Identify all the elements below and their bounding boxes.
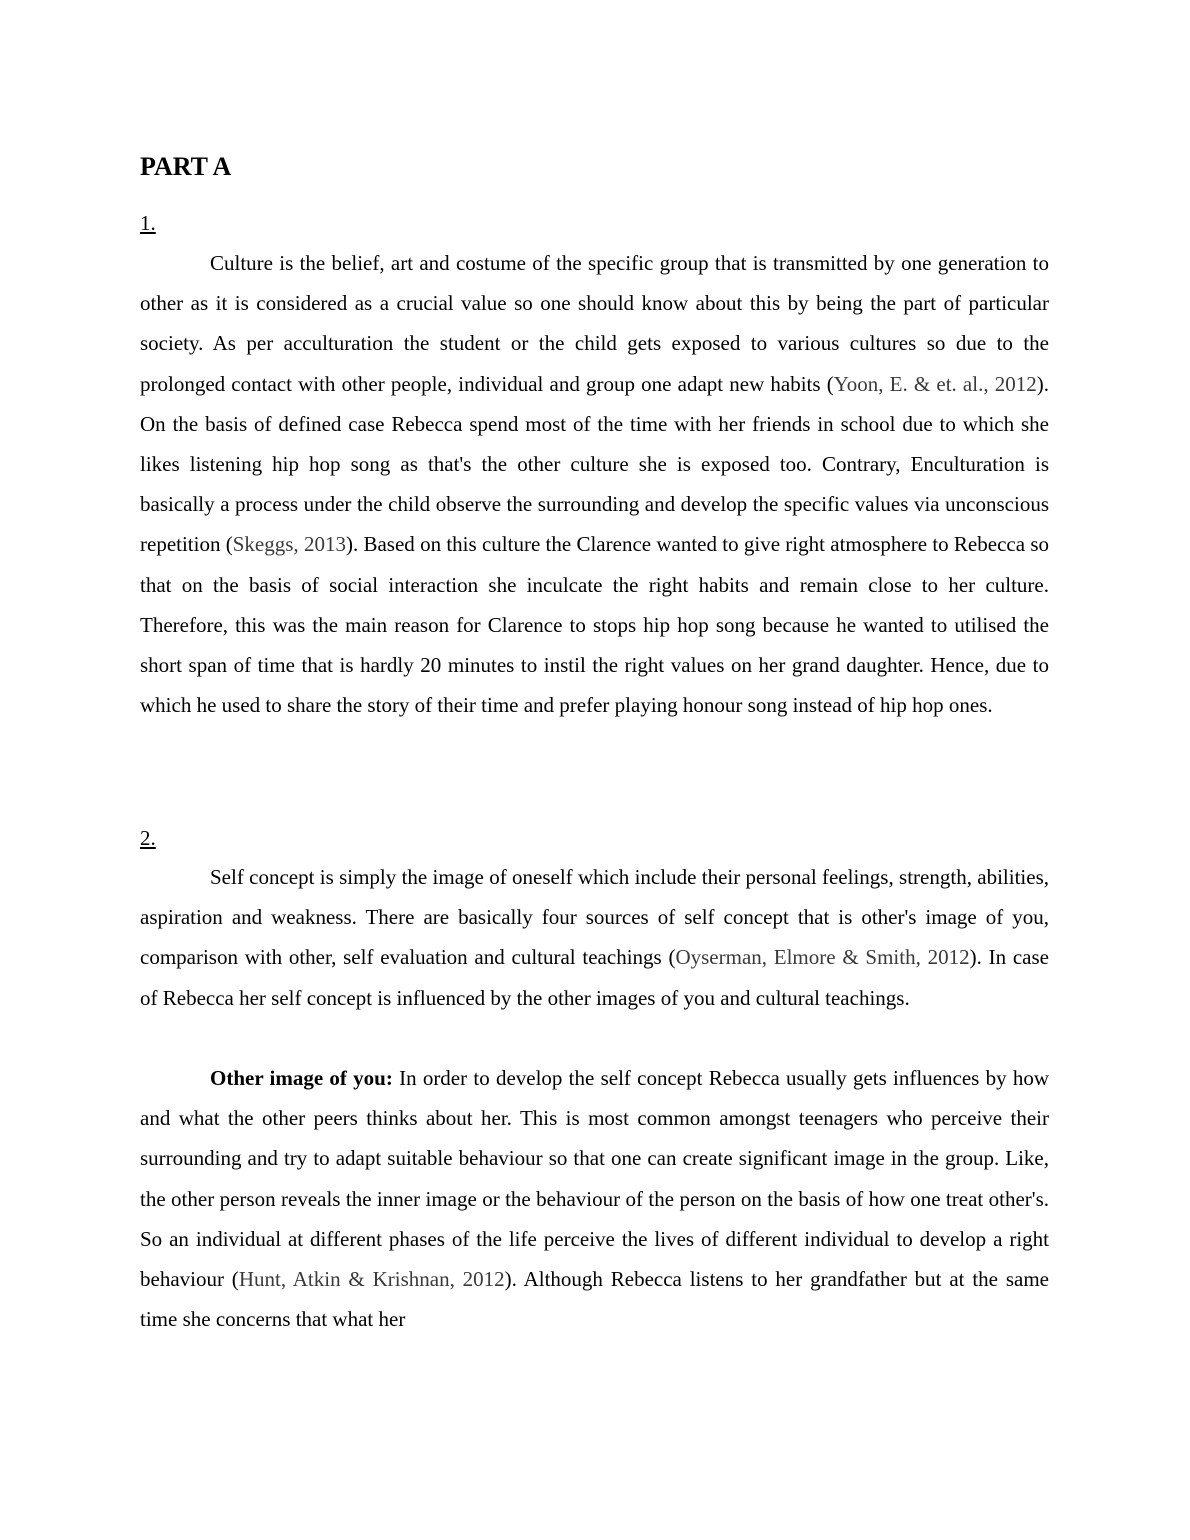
paragraph-self-concept bbox=[140, 857, 1049, 1018]
section-number-1: 1. bbox=[140, 211, 156, 235]
citation: Oyserman, Elmore & Smith, 2012 bbox=[675, 945, 970, 970]
text-run: ). On the basis of defined case Rebecca spend most of the time with her friends in school due to which she likes listening hip hop song as that's the other culture she is exposed too. Contrary, Enculturation is basically a process under the child observe the surrounding and develop the specific values via unconscious repetition ( bbox=[140, 371, 1049, 557]
citation: Yoon, E. & et. al., 2012 bbox=[833, 371, 1037, 396]
paragraph-other-image bbox=[140, 1058, 1049, 1339]
text-run: Culture is the belief, art and costume of the specific group that is transmitted by one generation to other as it is considered as a crucial value so one should know about this by being the part of particular society. As per acculturation the student or the child gets exposed to various cultures so due to the prolonged contact with other people, individual and group one adapt new habits ( bbox=[140, 251, 1049, 396]
section-number-2: 2. bbox=[140, 826, 156, 850]
text-run: Self concept is simply the image of oneself which include their personal feelings, strength, abilities, aspiration and weakness. There are basically four sources of self concept that is other's image of you, comparison with other, self evaluation and cultural teachings ( bbox=[140, 865, 1049, 970]
text-run: ). Based on this culture the Clarence wanted to give right atmosphere to Rebecca so that on the basis of social interaction she inculcate the right habits and remain close to her culture. Therefore, this was the main reason for Clarence to stops hip hop song because he wanted to utilised the short span of time that is hardly 20 minutes to instil the right values on her grand daughter. Hence, due to which he used to share the story of their time and prefer playing honour song instead of hip hop ones. bbox=[140, 532, 1049, 718]
citation: Skeggs, 2013 bbox=[232, 532, 346, 557]
text-run: In order to develop the self concept Rebecca usually gets influences by how and what the other peers thinks about her. This is most common amongst teenagers who perceive their surrounding and try to adapt suitable behaviour so that one can create significant image in the group. Like, the other person reveals the inner image or the behaviour of the person on the basis of how one treat other's. So an individual at different phases of the life perceive the lives of different individual to develop a right behaviour ( bbox=[140, 1066, 1049, 1292]
page-title: PART A bbox=[140, 152, 232, 181]
citation: Hunt, Atkin & Krishnan, 2012 bbox=[238, 1267, 505, 1292]
text-run: ). In case of Rebecca her self concept is influenced by the other images of you and cultural teachings. bbox=[140, 945, 1049, 1010]
text-run: ). Although Rebecca listens to her grandfather but at the same time she concerns that what her bbox=[140, 1267, 1049, 1332]
paragraph-culture bbox=[140, 243, 1049, 725]
paragraph-lead-heading: Other image of you: bbox=[210, 1066, 393, 1090]
